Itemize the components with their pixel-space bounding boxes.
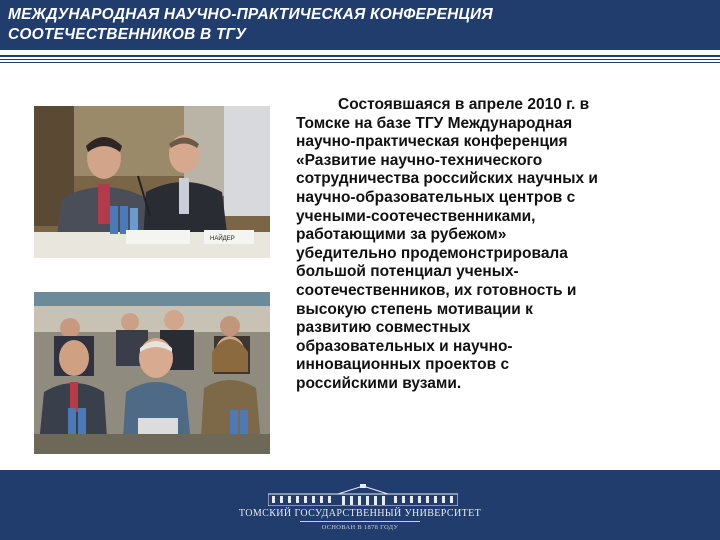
title-line-1: МЕЖДУНАРОДНАЯ НАУЧНО-ПРАКТИЧЕСКАЯ КОНФЕРЕНЦИЯ [8,6,493,23]
university-name: ТОМСКИЙ ГОСУДАРСТВЕННЫЙ УНИВЕРСИТЕТ [238,508,482,519]
conference-photo-audience [34,292,270,454]
header-divider [0,55,720,57]
page-title [8,5,608,45]
university-founded: ОСНОВАН В 1878 ГОДУ [321,524,399,531]
university-building-icon [268,484,458,506]
footer-divider [300,521,420,522]
conference-summary-text: Состоявшаяся в апреле 2010 г. в Томске на базе ТГУ Международная научно-практическая конференция «Развитие научно-технического сотрудничества российских научных и научно-образовательных центров с учеными-соотечественниками, работающими за рубежом» убедительно продемонстрировала большой потенциал ученых- соотечественников, их готовность и высокую степень мотивации к развитию совместных образовательных и научно- инновационных проектов с российскими вузами. [296,96,598,392]
conference-photo-speakers [34,106,270,258]
title-line-2: СООТЕЧЕСТВЕННИКОВ В ТГУ [8,26,247,43]
header-divider [0,62,720,63]
nameplate-label: НАЙДЕР [210,236,235,242]
header-divider [0,59,720,60]
header-bar [0,0,720,50]
